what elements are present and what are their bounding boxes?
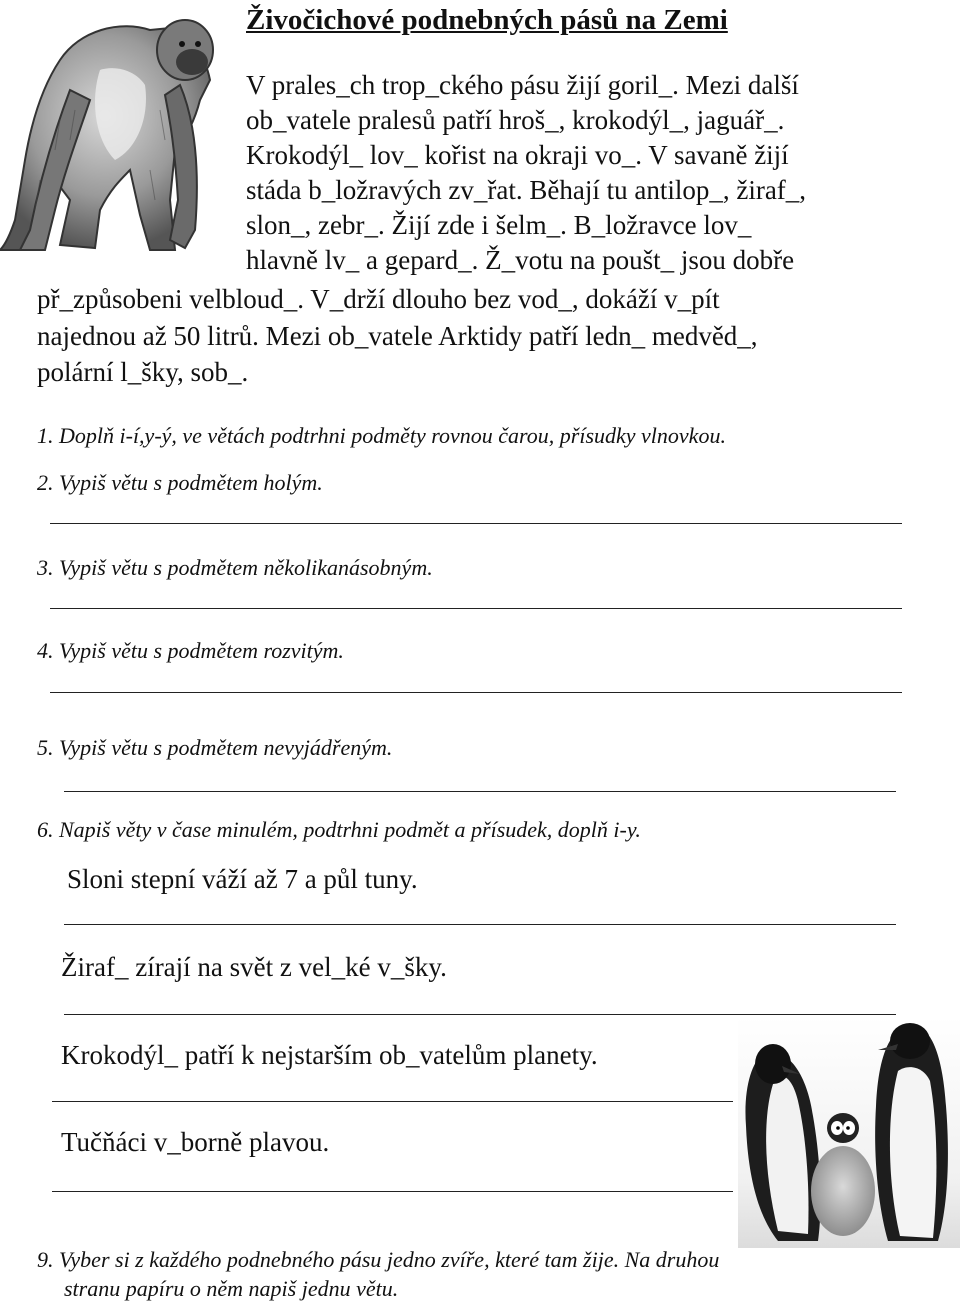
paragraph-line: př_způsobeni velbloud_. V_drží dlouho bez vod_, dokáží v_pít	[37, 284, 720, 314]
paragraph-line: polární l_šky, sob_.	[37, 357, 249, 387]
task-9-continued: stranu papíru o něm napiš jednu větu.	[64, 1276, 399, 1301]
paragraph-line: ob_vatele pralesů patří hroš_, krokodýl_, jaguář_.	[246, 105, 785, 135]
paragraph-line: slon_, zebr_. Žijí zde i šelm_. B_ložravce lov_	[246, 210, 752, 240]
task-6: 6. Napiš věty v čase minulém, podtrhni podmět a přísudek, doplň i-y.	[37, 817, 641, 842]
answer-line[interactable]	[64, 924, 896, 925]
paragraph-line: stáda b_ložravých zv_řat. Běhají tu antilop_, žiraf_,	[246, 175, 807, 205]
task-2: 2. Vypiš větu s podmětem holým.	[37, 470, 323, 495]
sentence-2: Žiraf_ zírají na svět z vel_ké v_šky.	[61, 952, 447, 982]
answer-line[interactable]	[52, 1191, 733, 1192]
paragraph-line: V prales_ch trop_ckého pásu žijí goril_. Mezi další	[246, 70, 799, 100]
sentence-4: Tučňáci v_borně plavou.	[61, 1127, 330, 1157]
gorilla-illustration	[0, 0, 236, 256]
task-4: 4. Vypiš větu s podmětem rozvitým.	[37, 638, 344, 663]
penguins-photo	[738, 1016, 960, 1248]
task-3: 3. Vypiš větu s podmětem několikanásobným.	[37, 555, 433, 580]
answer-line[interactable]	[50, 692, 902, 693]
page-title: Živočichové podnebných pásů na Zemi	[246, 4, 728, 36]
paragraph-line: hlavně lv_ a gepard_. Ž_votu na poušt_ jsou dobře	[246, 245, 795, 275]
sentence-1: Sloni stepní váží až 7 a půl tuny.	[67, 864, 418, 894]
task-1: 1. Doplň i-í,y-ý, ve větách podtrhni podměty rovnou čarou, přísudky vlnovkou.	[37, 423, 726, 448]
task-5: 5. Vypiš větu s podmětem nevyjádřeným.	[37, 735, 393, 760]
answer-line[interactable]	[64, 791, 896, 792]
sentence-3: Krokodýl_ patří k nejstarším ob_vatelům planety.	[61, 1040, 598, 1070]
paragraph-line: Krokodýl_ lov_ kořist na okraji vo_. V savaně žijí	[246, 140, 789, 170]
answer-line[interactable]	[50, 523, 902, 524]
task-9: 9. Vyber si z každého podnebného pásu jedno zvíře, které tam žije. Na druhou	[37, 1247, 720, 1272]
answer-line[interactable]	[52, 1101, 733, 1102]
answer-line[interactable]	[50, 608, 902, 609]
answer-line[interactable]	[64, 1014, 896, 1015]
paragraph-line: najednou až 50 litrů. Mezi ob_vatele Arktidy patří ledn_ medvěd_,	[37, 321, 758, 351]
